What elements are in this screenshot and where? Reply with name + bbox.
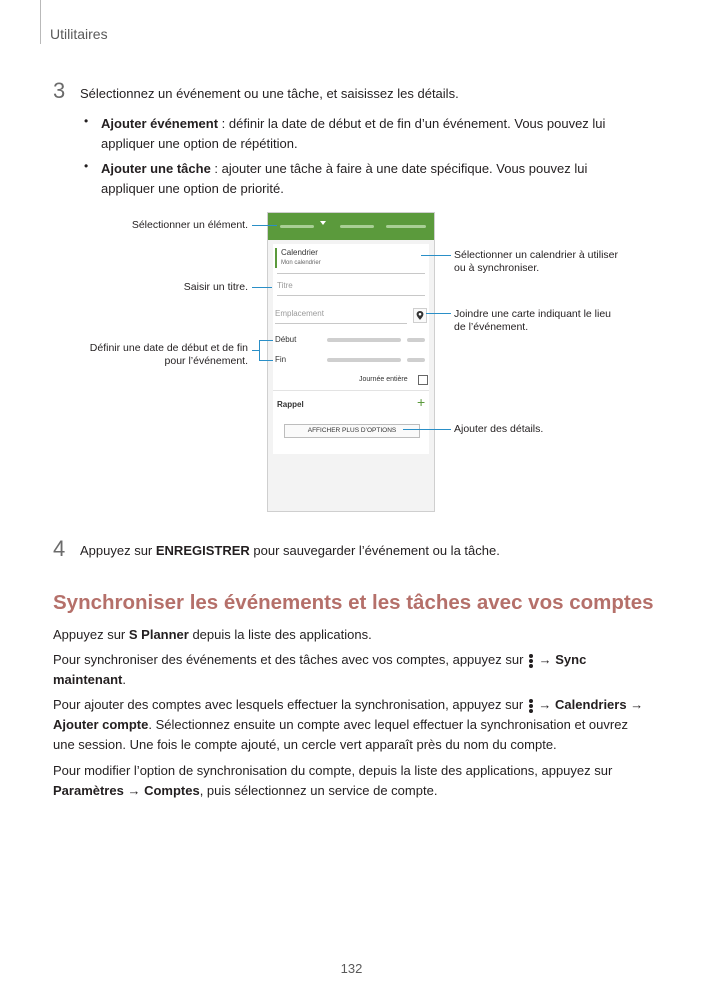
callout-line: ou à synchroniser. <box>454 262 540 274</box>
callout-line: Définir une date de début et de fin <box>89 342 248 354</box>
more-options-button[interactable]: AFFICHER PLUS D’OPTIONS <box>284 424 420 438</box>
bullet-add-event <box>101 114 641 154</box>
title-field[interactable]: Titre <box>277 281 293 290</box>
end-date-value[interactable] <box>327 358 401 362</box>
leader-line <box>252 287 272 288</box>
more-options-icon <box>529 653 533 669</box>
more-options-icon <box>529 698 533 714</box>
text-bold: Ajouter compte <box>53 717 149 732</box>
leader-line <box>421 255 451 256</box>
divider <box>273 390 429 391</box>
step-4-text <box>80 543 500 558</box>
dropdown-arrow-icon <box>320 221 326 225</box>
paragraph-1 <box>53 625 653 645</box>
start-label: Début <box>275 335 297 344</box>
text-bold: S Planner <box>128 627 189 642</box>
section-header: Utilitaires <box>50 26 108 42</box>
paragraph-4 <box>53 761 653 801</box>
callout-select-calendar <box>454 249 654 275</box>
divider <box>277 273 425 274</box>
callout-line: pour l’événement. <box>164 355 248 367</box>
divider <box>275 323 407 324</box>
callout-enter-title: Saisir un titre. <box>183 281 248 293</box>
reminder-label: Rappel <box>277 400 304 409</box>
step-4-save: ENREGISTRER <box>155 543 250 558</box>
text-bold: Paramètres <box>53 783 124 798</box>
blurred-action <box>386 225 426 228</box>
text: Pour synchroniser des événements et des tâches avec vos comptes, appuyez sur <box>53 652 528 667</box>
leader-line <box>259 360 273 361</box>
step-4-post: pour sauvegarder l’événement ou la tâche. <box>249 543 500 558</box>
phone-screenshot <box>267 212 435 512</box>
text: . Sélectionnez ensuite un compte avec lequel effectuer la synchronisation et ouvrez <box>148 717 628 732</box>
end-label: Fin <box>275 355 287 364</box>
text-bold: Calendriers <box>555 697 627 712</box>
map-pin-button[interactable] <box>413 308 427 323</box>
paragraph-2 <box>53 650 653 690</box>
bullet-bold: Ajouter une tâche <box>101 161 211 176</box>
text-bold: Sync <box>555 652 587 667</box>
map-pin-icon <box>414 309 426 322</box>
bullet-line: appliquer une option de priorité. <box>101 181 284 196</box>
divider <box>277 295 425 296</box>
event-form <box>273 244 429 454</box>
start-time-value[interactable] <box>407 338 425 342</box>
text: une session. Une fois le compte ajouté, un cercle vert apparaît près du nom du compte. <box>53 737 557 752</box>
blurred-action <box>340 225 374 228</box>
arrow: → <box>535 652 556 667</box>
bullet-line: : définir la date de début et de fin d’un événement. Vous pouvez lui <box>218 116 606 131</box>
callout-add-details: Ajouter des détails. <box>454 423 544 435</box>
callout-set-dates <box>40 342 248 368</box>
step-4-number: 4 <box>53 536 66 561</box>
bullet-add-task <box>101 159 641 199</box>
arrow: → <box>626 697 644 712</box>
callout-select-item: Sélectionner un élément. <box>131 219 248 231</box>
leader-bracket <box>259 340 260 361</box>
start-date-value[interactable] <box>327 338 401 342</box>
paragraph-3 <box>53 695 653 755</box>
blurred-item-selector <box>280 225 314 228</box>
callout-line: Sélectionner un calendrier à utiliser <box>454 249 619 261</box>
text: . <box>122 672 126 687</box>
all-day-checkbox[interactable] <box>418 375 428 385</box>
arrow: → <box>123 783 145 798</box>
leader-line <box>259 340 273 341</box>
bullet-dot: • <box>84 114 89 128</box>
callout-attach-map <box>454 308 654 334</box>
leader-line <box>252 350 259 351</box>
text: Appuyez sur <box>53 627 129 642</box>
step-3-number: 3 <box>53 78 66 103</box>
step-3-text: Sélectionnez un événement ou une tâche, et saisissez les détails. <box>80 86 459 101</box>
end-time-value[interactable] <box>407 358 425 362</box>
text: Pour modifier l’option de synchronisation du compte, depuis la liste des applications, appuyez sur <box>53 763 613 778</box>
leader-line <box>403 429 451 430</box>
text-bold: maintenant <box>53 672 123 687</box>
text-bold: Comptes <box>144 783 200 798</box>
all-day-label: Journée entière <box>359 376 408 383</box>
location-field[interactable]: Emplacement <box>275 309 324 318</box>
calendar-label: Calendrier <box>281 248 318 257</box>
text: , puis sélectionnez un service de compte. <box>199 783 438 798</box>
leader-line <box>252 225 277 226</box>
arrow: → <box>534 697 556 712</box>
leader-line <box>426 313 451 314</box>
section-title: Synchroniser les événements et les tâches avec vos comptes <box>53 591 654 614</box>
text: Pour ajouter des comptes avec lesquels effectuer la synchronisation, appuyez sur <box>53 697 527 712</box>
bullet-line: : ajouter une tâche à faire à une date spécifique. Vous pouvez lui <box>210 161 588 176</box>
callout-line: de l’événement. <box>454 321 529 333</box>
callout-line: Joindre une carte indiquant le lieu <box>454 308 612 320</box>
step-4-pre: Appuyez sur <box>80 543 156 558</box>
calendar-color-bar <box>275 248 277 268</box>
page-number: 132 <box>340 961 363 976</box>
bullet-line: appliquer une option de répétition. <box>101 136 298 151</box>
add-reminder-icon[interactable]: + <box>417 394 426 410</box>
phone-action-bar <box>268 213 434 240</box>
text: depuis la liste des applications. <box>188 627 372 642</box>
header-rule <box>40 0 41 44</box>
bullet-dot: • <box>84 159 89 173</box>
calendar-sub: Mon calendrier <box>281 260 321 266</box>
bullet-bold: Ajouter événement <box>101 116 219 131</box>
